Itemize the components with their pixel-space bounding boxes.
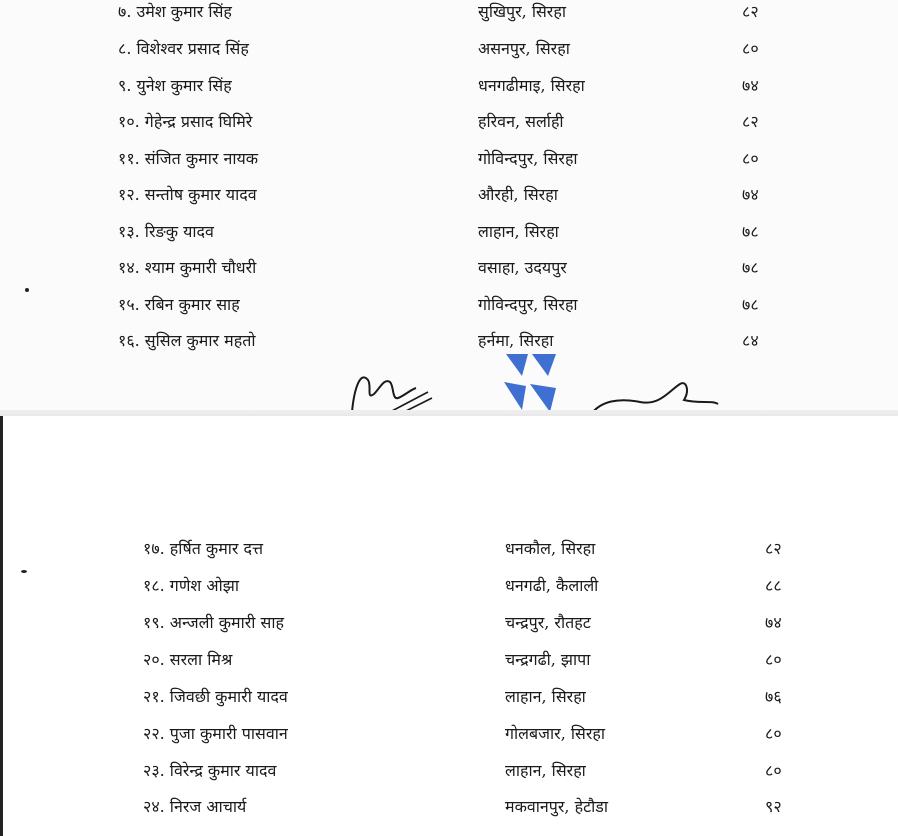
person-name: २२. पुजा कुमारी पासवान (143, 724, 288, 743)
person-address: धनगढी, कैलाली (505, 576, 599, 595)
person-age: ८० (765, 761, 782, 780)
person-age: ९२ (765, 797, 782, 816)
person-address: धनकौल, सिरहा (505, 539, 596, 558)
person-name: २०. सरला मिश्र (143, 650, 233, 669)
person-age: ८० (742, 149, 759, 168)
bottom-document-page (0, 416, 898, 836)
signatures (340, 360, 740, 416)
person-address: चन्द्रपुर, रौतहट (505, 613, 591, 632)
person-age: ७४ (765, 613, 782, 632)
person-name: १६. सुसिल कुमार महतो (118, 331, 256, 350)
top-document-page (0, 0, 898, 416)
person-name: ११. संजित कुमार नायक (118, 149, 259, 168)
person-address: सुखिपुर, सिरहा (478, 2, 566, 21)
person-name: १७. हर्षित कुमार दत्त (143, 539, 264, 558)
scan-speck (21, 570, 27, 573)
person-age: ८४ (742, 331, 759, 350)
person-address: वसाहा, उदयपुर (478, 258, 567, 277)
person-address: गोविन्दपुर, सिरहा (478, 295, 578, 314)
person-address: चन्द्रगढी, झापा (505, 650, 591, 669)
person-age: ८२ (765, 539, 782, 558)
person-age: ७६ (765, 687, 782, 706)
person-address: हरिवन, सर्लाही (478, 112, 564, 131)
person-age: ८२ (742, 2, 759, 21)
person-name: १५. रबिन कुमार साह (118, 295, 240, 314)
person-age: ८० (742, 39, 759, 58)
person-age: ७८ (742, 258, 759, 277)
person-name: ७. उमेश कुमार सिंह (118, 2, 232, 21)
person-age: ८२ (742, 112, 759, 131)
person-name: २४. निरज आचार्य (143, 797, 247, 816)
person-age: ७४ (742, 76, 759, 95)
person-name: १८. गणेश ओझा (143, 576, 239, 595)
person-name: ९. युनेश कुमार सिंह (118, 76, 232, 95)
person-age: ७८ (742, 295, 759, 314)
person-address: मकवानपुर, हेटौडा (505, 797, 608, 816)
person-address: गोविन्दपुर, सिरहा (478, 149, 578, 168)
person-address: धनगढीमाइ, सिरहा (478, 76, 585, 95)
scan-speck (25, 288, 29, 292)
person-address: औरही, सिरहा (478, 185, 558, 204)
person-age: ८० (765, 724, 782, 743)
person-age: ७८ (742, 222, 759, 241)
person-name: १९. अन्जली कुमारी साह (143, 613, 284, 632)
person-name: १४. श्याम कुमारी चौधरी (118, 258, 257, 277)
person-age: ७४ (742, 185, 759, 204)
person-name: २१. जिवछी कुमारी यादव (143, 687, 288, 706)
person-name: २३. विरेन्द्र कुमार यादव (143, 761, 277, 780)
person-address: लाहान, सिरहा (505, 687, 586, 706)
person-age: ८० (765, 650, 782, 669)
person-name: १०. गेहेन्द्र प्रसाद घिमिरे (118, 112, 253, 131)
person-name: १२. सन्तोष कुमार यादव (118, 185, 257, 204)
person-address: लाहान, सिरहा (505, 761, 586, 780)
person-age: ८८ (765, 576, 782, 595)
person-address: असनपुर, सिरहा (478, 39, 570, 58)
person-address: हर्नमा, सिरहा (478, 331, 554, 350)
person-name: १३. रिङकु यादव (118, 222, 214, 241)
person-address: लाहान, सिरहा (478, 222, 559, 241)
person-name: ८. विशेश्वर प्रसाद सिंह (118, 39, 249, 58)
person-address: गोलबजार, सिरहा (505, 724, 606, 743)
